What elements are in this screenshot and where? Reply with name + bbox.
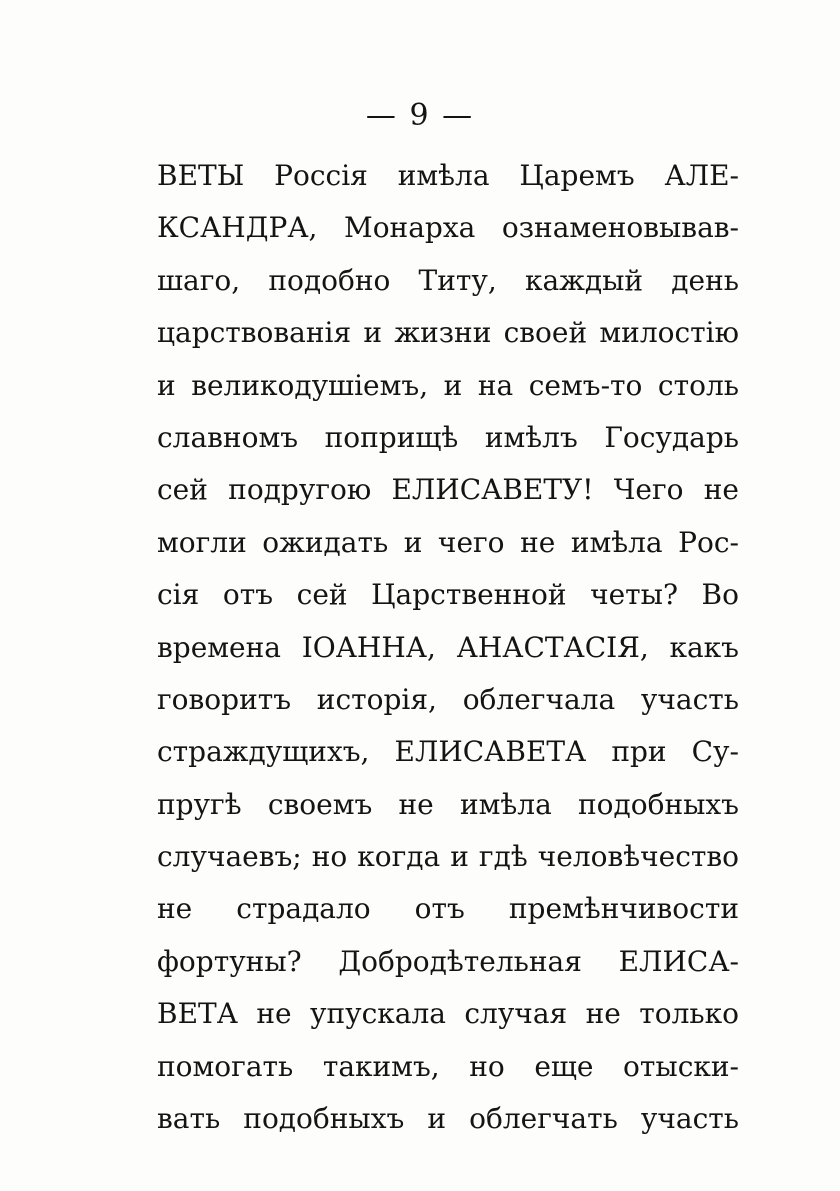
page-number: — 9 — (365, 98, 475, 133)
text-line: говоритъ исторія, облегчала участь (157, 682, 739, 716)
text-line: и великодушіемъ, и на семъ-то столь (157, 368, 739, 402)
text-line: славномъ поприщѣ имѣлъ Государь (157, 420, 739, 454)
text-line: фортуны? Добродѣтельная ЕЛИСА- (157, 944, 739, 978)
text-line: царствованія и жизни своей милостію (157, 316, 739, 350)
text-line: ВЕТЫ Россія имѣла Царемъ АЛЕ- (157, 159, 739, 192)
text-line: вать подобныхъ и облегчать участь (157, 1102, 739, 1136)
text-body (157, 150, 739, 1145)
text-line: помогать такимъ, но еще отыски- (157, 1049, 739, 1083)
text-line: шаго, подобно Титу, каждый день (157, 263, 739, 297)
text-line: могли ожидать и чего не имѣла Рос- (157, 525, 739, 559)
text-line: сія отъ сей Царственной четы? Во (157, 578, 739, 612)
text-line: пругѣ своемъ не имѣла подобныхъ (157, 787, 739, 821)
text-line: ВЕТА не упускала случая не только (157, 997, 739, 1031)
text-line: КСАНДРА, Монарха ознаменовывав- (157, 211, 739, 245)
text-line: случаевъ; но когда и гдѣ человѣчество (157, 840, 739, 874)
text-line: времена ІОАННА, АНАСТАСІЯ, какъ (157, 630, 739, 664)
text-line: страждущихъ, ЕЛИСАВЕТА при Су- (157, 735, 739, 769)
text-line: сей подругою ЕЛИСАВЕТУ! Чего не (157, 473, 739, 507)
text-line: не страдало отъ премѣнчивости (157, 892, 739, 926)
